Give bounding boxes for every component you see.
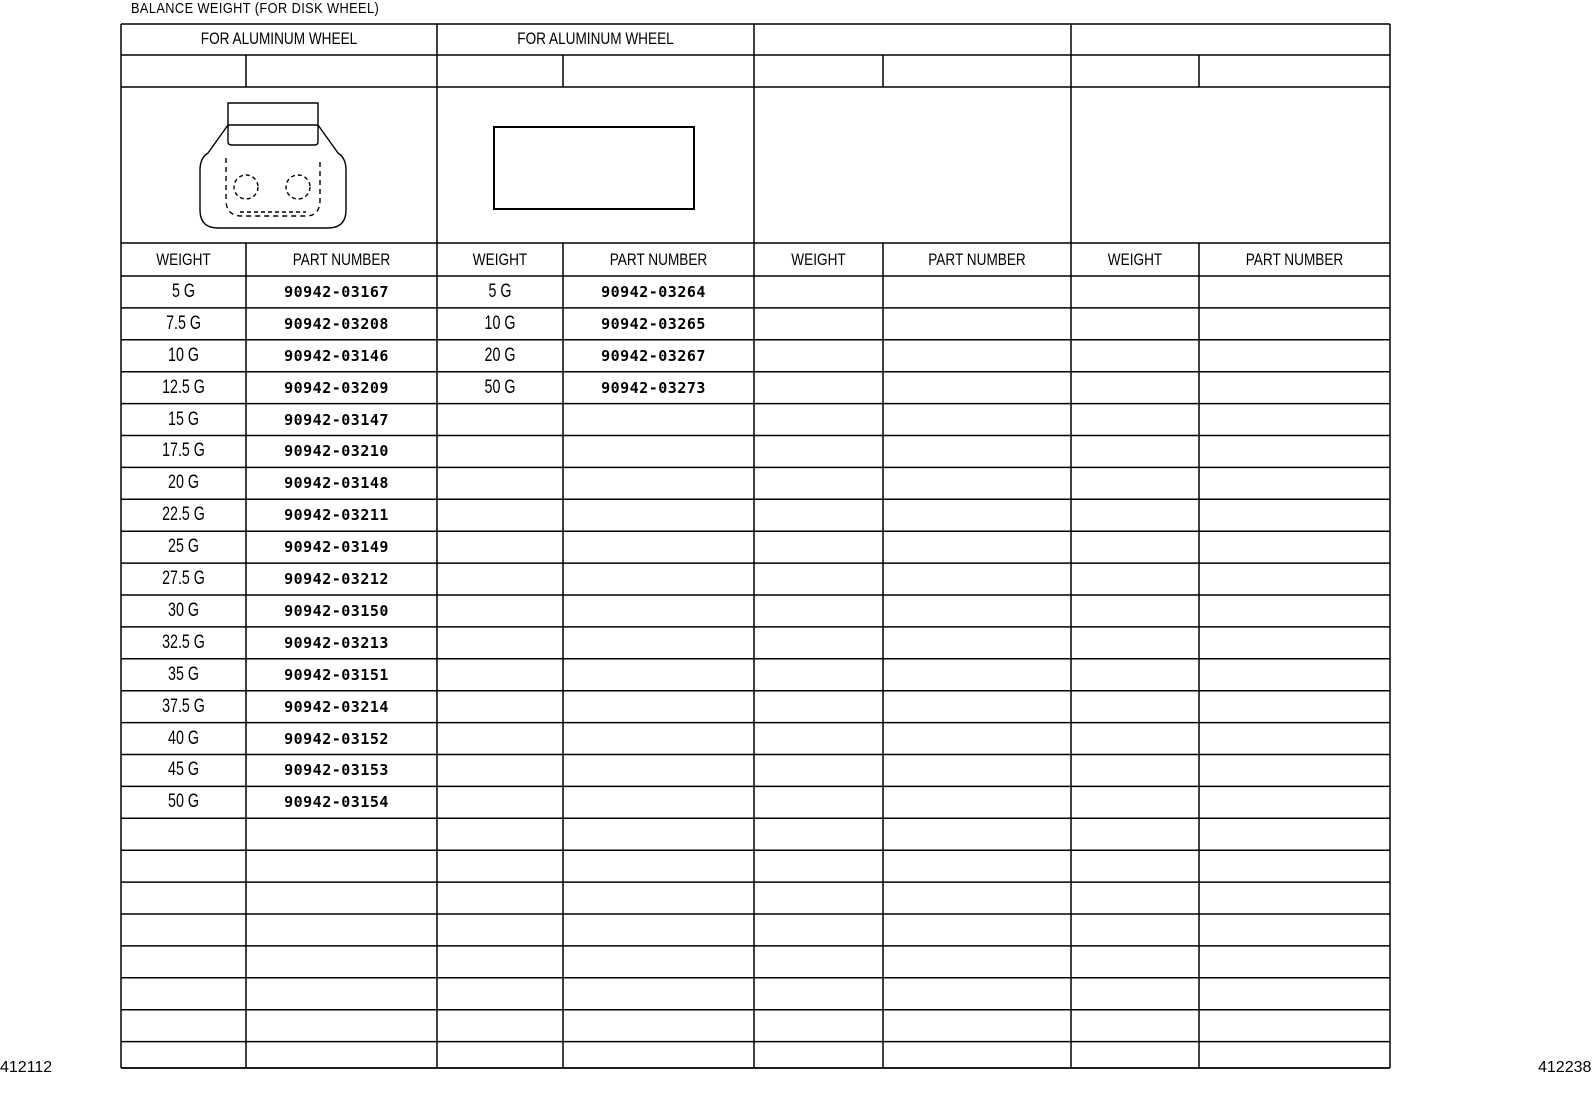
weight-cell: 25 G: [168, 536, 199, 558]
weight-cell: 30 G: [168, 599, 199, 621]
part-number-cell: 90942-03209: [284, 378, 389, 397]
weight-column-header: WEIGHT: [791, 250, 846, 269]
weight-cell: 40 G: [168, 727, 199, 749]
weight-column-header: WEIGHT: [472, 250, 528, 269]
part-number-cell: 90942-03211: [284, 506, 389, 525]
group-header: FOR ALUMINUM WHEEL: [517, 29, 674, 48]
weight-cell: 20 G: [168, 472, 199, 494]
weight-cell: 20 G: [484, 344, 516, 366]
part-number-cell: 90942-03273: [601, 378, 706, 397]
weight-column-header: WEIGHT: [156, 250, 211, 269]
weight-cell: 5 G: [488, 280, 512, 302]
weight-cell: 22.5 G: [162, 504, 205, 526]
balance-weight-drawing: [200, 103, 346, 228]
adhesive-weight-drawing: [494, 127, 694, 209]
part-number-cell: 90942-03208: [284, 314, 389, 333]
part-number-cell: 90942-03264: [601, 282, 706, 301]
weight-cell: 12.5 G: [162, 376, 205, 398]
weight-cell: 17.5 G: [162, 440, 205, 462]
part-number-cell: 90942-03210: [284, 442, 389, 461]
weight-cell: 7.5 G: [166, 312, 201, 334]
part-number-cell: 90942-03212: [284, 570, 389, 589]
weight-cell: 37.5 G: [162, 695, 205, 717]
weight-cell: 35 G: [168, 663, 199, 685]
part-number-cell: 90942-03148: [284, 474, 389, 493]
part-number-cell: 90942-03167: [284, 282, 389, 301]
part-number-cell: 90942-03213: [284, 633, 389, 652]
part-number-cell: 90942-03150: [284, 601, 389, 620]
weight-cell: 15 G: [168, 408, 199, 430]
part-number-cell: 90942-03153: [284, 761, 389, 780]
part-number-cell: 90942-03265: [601, 314, 706, 333]
part-number-cell: 90942-03214: [284, 697, 389, 716]
weight-cell: 32.5 G: [162, 631, 205, 653]
part-number-cell: 90942-03267: [601, 346, 706, 365]
part-number-column-header: PART NUMBER: [292, 250, 391, 269]
part-number-cell: 90942-03147: [284, 410, 389, 429]
weight-cell: 50 G: [168, 791, 199, 813]
weight-cell: 50 G: [484, 376, 516, 398]
weight-cell: 10 G: [168, 344, 199, 366]
part-number-column-header: PART NUMBER: [609, 250, 708, 269]
part-number-cell: 90942-03146: [284, 346, 389, 365]
part-number-column-header: PART NUMBER: [928, 250, 1026, 269]
figure-id-left: 412112: [0, 1059, 53, 1076]
part-number-column-header: PART NUMBER: [1245, 250, 1344, 269]
weight-column-header: WEIGHT: [1107, 250, 1163, 269]
page-title: BALANCE WEIGHT (FOR DISK WHEEL): [131, 0, 380, 17]
weight-cell: 27.5 G: [162, 568, 205, 590]
figure-id-right: 412238: [1538, 1059, 1592, 1076]
part-number-cell: 90942-03151: [284, 665, 389, 684]
part-number-cell: 90942-03152: [284, 729, 389, 748]
part-number-cell: 90942-03149: [284, 538, 389, 557]
part-number-cell: 90942-03154: [284, 793, 389, 812]
weight-cell: 10 G: [484, 312, 516, 334]
weight-cell: 5 G: [172, 280, 195, 302]
weight-cell: 45 G: [168, 759, 199, 781]
group-header: FOR ALUMINUM WHEEL: [200, 29, 358, 48]
